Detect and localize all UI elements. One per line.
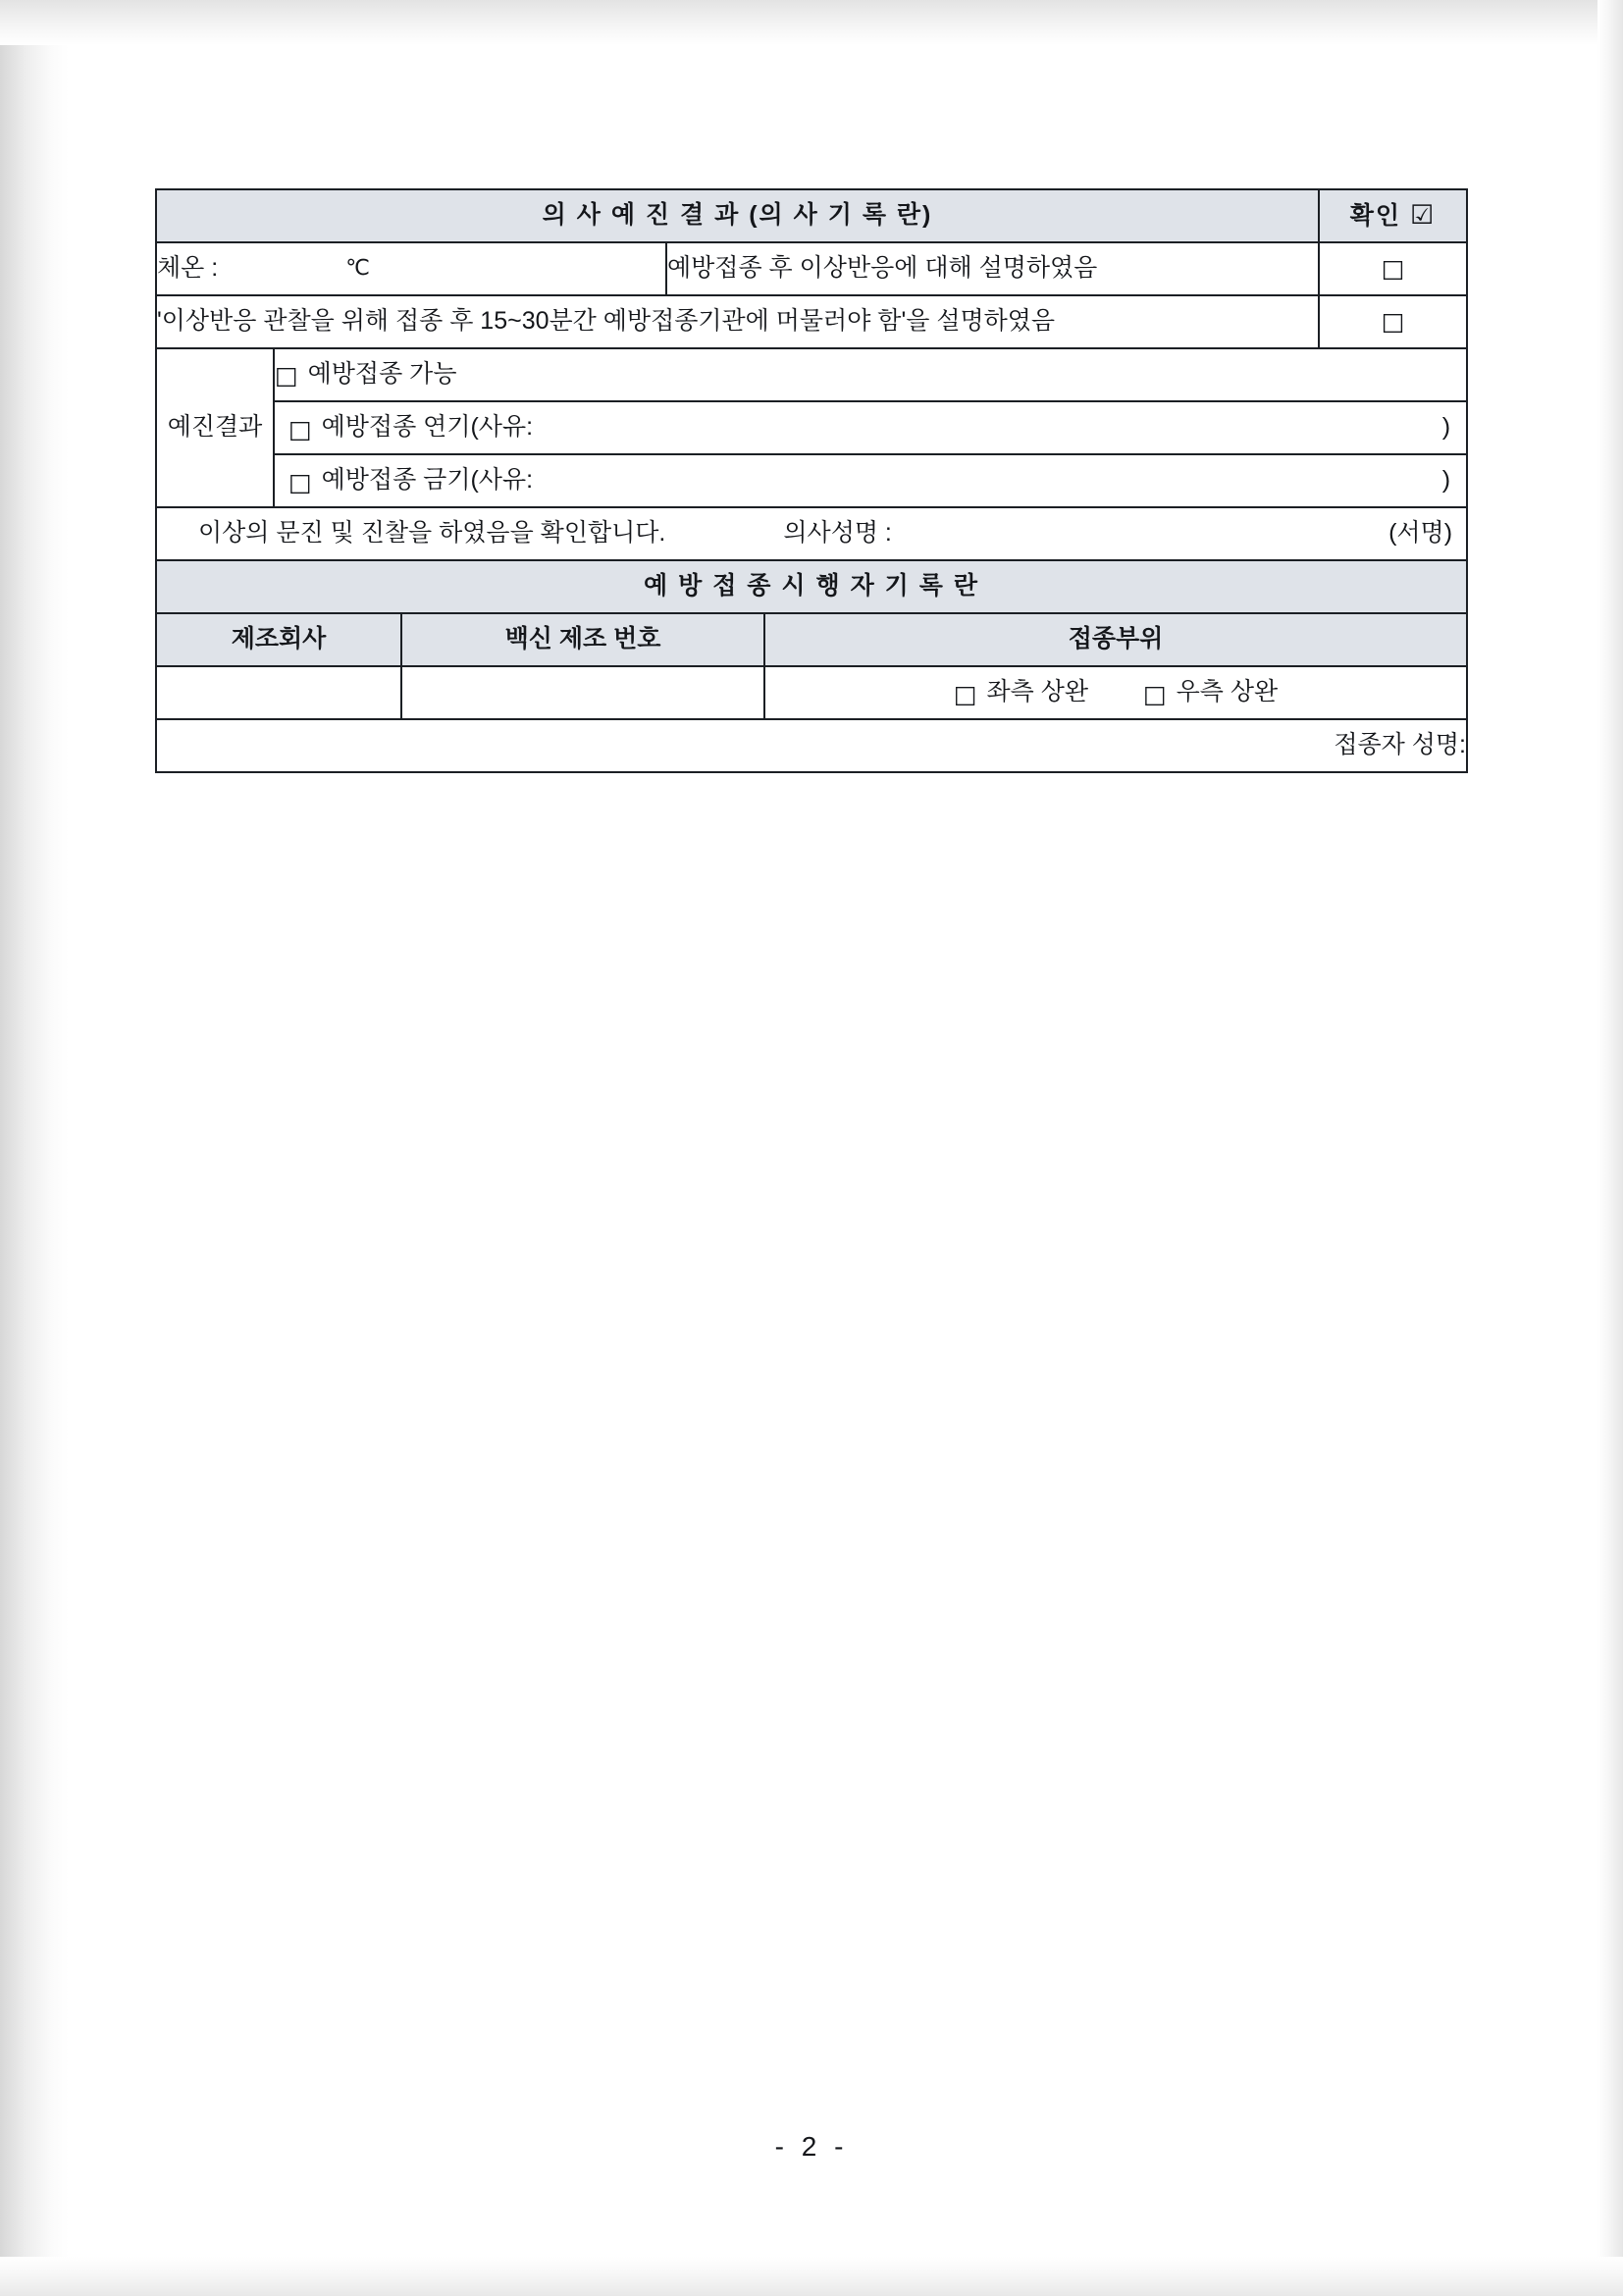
stay-notice-label: '이상반응 관찰을 위해 접종 후 15~30분간 예방접종기관에 머물러야 함'을 설명하였음 <box>156 295 1319 348</box>
result-row-contraindicated <box>156 454 1467 507</box>
attestation-row <box>156 507 1467 560</box>
attestation-cell <box>156 507 1467 560</box>
result-reason-close-paren: ) <box>1441 466 1451 495</box>
checkbox-icon: □ <box>953 679 977 708</box>
stay-notice-checkbox[interactable] <box>1319 295 1467 348</box>
manufacturer-field[interactable] <box>156 666 401 719</box>
confirm-header-checkbox-icon: ☑ <box>1410 200 1437 232</box>
temperature-cell[interactable] <box>156 242 666 295</box>
column-header-lot-number: 백신 제조 번호 <box>401 613 764 666</box>
injection-site-right-arm-label: 우측 상완 <box>1176 678 1279 706</box>
signature-label: (서명) <box>1388 519 1453 548</box>
column-header-manufacturer: 제조회사 <box>156 613 401 666</box>
injection-site-right-arm[interactable] <box>1143 677 1278 707</box>
explain-adverse-reaction-label: 예방접종 후 이상반응에 대해 설명하였음 <box>666 242 1319 295</box>
page-number: - 2 - <box>774 2131 849 2162</box>
vaccination-section-header-row <box>156 560 1467 613</box>
form-table <box>155 188 1468 773</box>
doctor-section-title: 의 사 예 진 결 과 (의 사 기 록 란) <box>156 189 1319 242</box>
scan-edge-left <box>0 0 69 2296</box>
result-label: 예진결과 <box>156 348 274 507</box>
checkbox-icon: □ <box>275 360 298 390</box>
result-option-label: 예방접종 가능 <box>307 359 457 388</box>
doctor-name-label: 의사성명 : <box>783 519 892 548</box>
result-option-label: 예방접종 금기(사유: <box>321 466 534 495</box>
vaccination-column-header-row <box>156 613 1467 666</box>
confirm-header-label: 확인 <box>1349 202 1402 231</box>
checkbox-icon: □ <box>288 467 312 496</box>
checkbox-icon: □ <box>1381 307 1405 337</box>
vaccination-section-title: 예 방 접 종 시 행 자 기 록 란 <box>156 560 1467 613</box>
checkbox-icon: □ <box>288 414 312 444</box>
stay-notice-row <box>156 295 1467 348</box>
temperature-unit: ℃ <box>345 256 370 282</box>
injection-site-left-arm-label: 좌측 상완 <box>986 678 1088 706</box>
confirm-column-header <box>1319 189 1467 242</box>
attestation-text: 이상의 문진 및 진찰을 하였음을 확인합니다. <box>198 519 666 548</box>
checkbox-icon: □ <box>1143 679 1167 708</box>
result-option-postpone[interactable] <box>274 401 1467 454</box>
column-header-injection-site: 접종부위 <box>764 613 1467 666</box>
result-option-label: 예방접종 연기(사유: <box>321 413 534 442</box>
vaccination-values-row <box>156 666 1467 719</box>
vaccinator-name-row <box>156 719 1467 772</box>
result-row-postpone <box>156 401 1467 454</box>
vaccination-form <box>155 188 1466 773</box>
vaccinator-name-cell[interactable] <box>156 719 1467 772</box>
lot-number-field[interactable] <box>401 666 764 719</box>
injection-site-left-arm[interactable] <box>954 677 1088 707</box>
result-option-contraindicated[interactable] <box>274 454 1467 507</box>
temperature-label: 체온 : <box>157 254 219 283</box>
result-reason-close-paren: ) <box>1441 413 1451 442</box>
explain-adverse-reaction-checkbox[interactable] <box>1319 242 1467 295</box>
scan-edge-right <box>1597 0 1623 2296</box>
doctor-section-header-row <box>156 189 1467 242</box>
scan-edge-top <box>0 0 1623 45</box>
vaccinator-name-label: 접종자 성명: <box>1334 731 1467 759</box>
result-option-possible[interactable] <box>274 348 1467 401</box>
temperature-row <box>156 242 1467 295</box>
checkbox-icon: □ <box>1381 254 1405 284</box>
injection-site-options <box>764 666 1467 719</box>
scan-edge-bottom <box>0 2257 1623 2296</box>
result-row-possible <box>156 348 1467 401</box>
